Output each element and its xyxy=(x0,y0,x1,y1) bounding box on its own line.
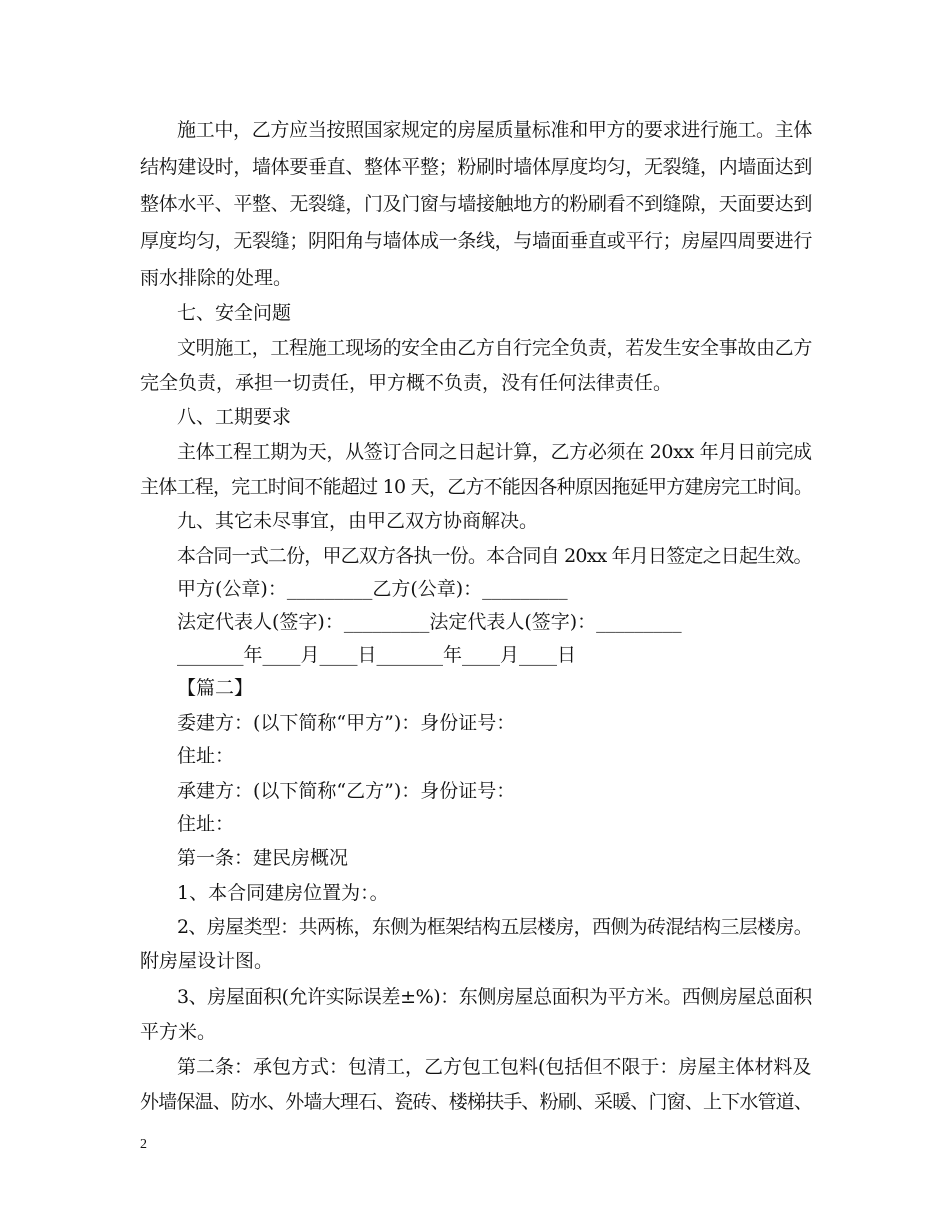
paragraph-line: 结构建设时，墙体要垂直、整体平整；粉刷时墙体厚度均匀，无裂缝，内墙面达到 xyxy=(140,156,813,178)
section-heading: 八、工期要求 xyxy=(177,406,292,428)
paragraph-line: 3、房屋面积(允许实际误差±%)：东侧房屋总面积为平方米。西侧房屋总面积 xyxy=(177,986,812,1008)
section-title: 【篇二】 xyxy=(177,677,254,699)
paragraph-line: 文明施工，工程施工现场的安全由乙方自行完全负责，若发生安全事故由乙方 xyxy=(177,337,813,359)
paragraph-line: 住址： xyxy=(177,745,235,767)
paragraph-line: 附房屋设计图。 xyxy=(140,950,274,972)
paragraph-line: 主体工程工期为天，从签订合同之日起计算，乙方必须在 20xx 年月日前完成 xyxy=(177,441,812,463)
paragraph-line: 厚度均匀，无裂缝；阴阳角与墙体成一条线，与墙面垂直或平行；房屋四周要进行 xyxy=(140,230,813,252)
paragraph-line: 主体工程，完工时间不能超过 10 天，乙方不能因各种原因拖延甲方建房完工时间。 xyxy=(140,476,813,498)
signature-line: 法定代表人(签字)：_________法定代表人(签字)：_________ xyxy=(177,611,682,633)
paragraph-line: 完全负责，承担一切责任，甲方概不负责，没有任何法律责任。 xyxy=(140,372,673,394)
section-heading: 七、安全问题 xyxy=(177,302,292,324)
paragraph-line: 整体水平、平整、无裂缝，门及门窗与墙接触地方的粉刷看不到缝隙，天面要达到 xyxy=(140,193,813,215)
signature-line: 甲方(公章)：_________乙方(公章)：_________ xyxy=(177,578,568,600)
page-number: 2 xyxy=(140,1137,147,1152)
paragraph-line: 本合同一式二份，甲乙双方各执一份。本合同自 20xx 年月日签定之日起生效。 xyxy=(177,545,812,567)
paragraph-line: 平方米。 xyxy=(140,1021,217,1043)
date-line: _______年____月____日_______年____月____日 xyxy=(177,644,577,666)
paragraph-line: 外墙保温、防水、外墙大理石、瓷砖、楼梯扶手、粉刷、采暖、门窗、上下水管道、 xyxy=(140,1091,813,1113)
section-heading: 第一条：建民房概况 xyxy=(177,847,349,869)
paragraph-line: 2、房屋类型：共两栋，东侧为框架结构五层楼房，西侧为砖混结构三层楼房。 xyxy=(177,916,813,938)
paragraph-line: 承建方：(以下简称“乙方”)：身份证号： xyxy=(177,780,516,802)
paragraph-line: 九、其它未尽事宜，由甲乙双方协商解决。 xyxy=(177,510,539,532)
paragraph-line: 施工中，乙方应当按照国家规定的房屋质量标准和甲方的要求进行施工。主体 xyxy=(177,119,813,141)
paragraph-line: 第二条：承包方式：包清工，乙方包工包料(包括但不限于：房屋主体材料及 xyxy=(177,1056,812,1078)
paragraph-line: 1、本合同建房位置为：。 xyxy=(177,882,389,904)
paragraph-line: 委建方：(以下简称“甲方”)：身份证号： xyxy=(177,712,516,734)
paragraph-line: 住址： xyxy=(177,813,235,835)
paragraph-line: 雨水排除的处理。 xyxy=(140,267,293,289)
